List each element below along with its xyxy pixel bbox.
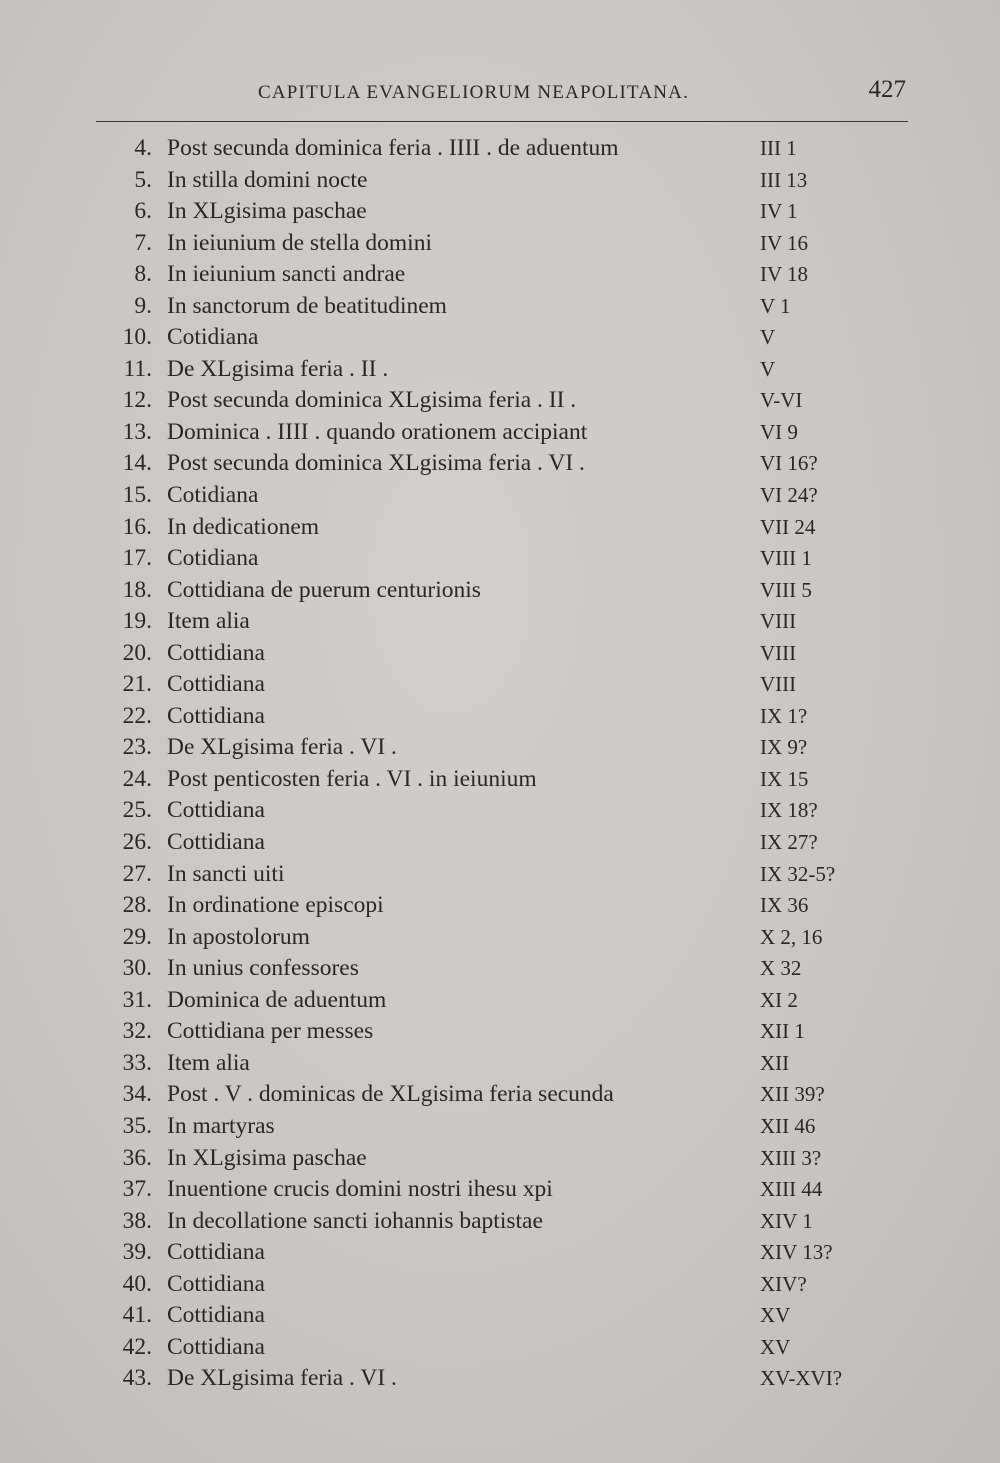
list-item — [0, 827, 1000, 859]
list-item — [0, 133, 1000, 165]
entry-title: Inuentione crucis domini nostri ihesu xpi — [167, 1176, 553, 1203]
entry-title: Item alia — [167, 1049, 250, 1076]
entry-number: 8. — [134, 261, 152, 288]
entry-title: In decollatione sancti iohannis baptistae — [167, 1207, 543, 1234]
entry-reference: IX 18? — [760, 798, 818, 823]
running-title: CAPITULA EVANGELIORUM NEAPOLITANA. — [258, 82, 690, 103]
entry-number: 17. — [122, 545, 152, 572]
list-item — [0, 480, 1000, 512]
entry-reference: XIV? — [760, 1271, 807, 1296]
entry-number: 35. — [122, 1112, 152, 1139]
list-item — [0, 448, 1000, 480]
entry-number: 6. — [134, 198, 152, 225]
entry-number: 12. — [122, 387, 152, 414]
entry-title: In unius confessores — [167, 955, 359, 982]
entry-reference: VIII 5 — [760, 577, 812, 602]
entry-number: 34. — [122, 1081, 152, 1108]
entry-title: In XLgisima paschae — [167, 1144, 367, 1171]
entry-title: In apostolorum — [167, 923, 310, 950]
list-item — [0, 795, 1000, 827]
list-item — [0, 512, 1000, 544]
entry-reference: V — [760, 325, 776, 350]
list-item — [0, 1079, 1000, 1111]
entry-reference: XV — [760, 1303, 791, 1328]
list-item — [0, 1206, 1000, 1238]
list-item — [0, 417, 1000, 449]
entry-title: Cottidiana — [167, 797, 265, 824]
entry-title: Cottidiana — [167, 1333, 265, 1360]
entry-reference: XIII 44 — [760, 1177, 823, 1202]
entry-reference: XIII 3? — [760, 1145, 822, 1170]
entry-title: Cotidiana — [167, 545, 259, 572]
entry-number: 31. — [122, 986, 152, 1013]
entry-title: Cottidiana — [167, 829, 265, 856]
entry-reference: X 2, 16 — [760, 924, 823, 949]
entry-reference: XIV 1 — [760, 1208, 813, 1233]
list-item — [0, 1300, 1000, 1332]
entry-title: In ordinatione episcopi — [167, 892, 384, 919]
list-item — [0, 228, 1000, 260]
entry-number: 23. — [122, 734, 152, 761]
entry-reference: V-VI — [760, 388, 803, 413]
entry-title: Cottidiana per messes — [167, 1018, 374, 1045]
entry-reference: III 1 — [760, 136, 797, 160]
entry-number: 20. — [122, 639, 152, 666]
entry-title: Post secunda dominica XLgisima feria . VI . — [167, 450, 585, 477]
entry-reference: VIII 1 — [760, 546, 812, 571]
entry-reference: IX 9? — [760, 735, 808, 760]
entry-number: 26. — [122, 829, 152, 856]
entry-number: 25. — [122, 797, 152, 824]
list-item — [0, 1111, 1000, 1143]
entry-number: 7. — [134, 229, 152, 256]
entry-reference: XII 46 — [760, 1113, 816, 1138]
list-item — [0, 638, 1000, 670]
list-item — [0, 985, 1000, 1017]
entry-reference: VI 16? — [760, 451, 818, 476]
list-item — [0, 291, 1000, 323]
entry-title: In martyras — [167, 1112, 275, 1139]
entry-number: 41. — [122, 1302, 152, 1329]
list-item — [0, 1363, 1000, 1395]
entry-reference: VI 24? — [760, 483, 818, 508]
entry-reference: IX 32-5? — [760, 861, 836, 886]
entry-number: 22. — [122, 702, 152, 729]
entry-reference: XII 1 — [760, 1019, 805, 1044]
entry-title: Cotidiana — [167, 324, 259, 351]
list-item — [0, 1174, 1000, 1206]
entry-reference: XI 2 — [760, 987, 798, 1012]
entry-number: 36. — [122, 1144, 152, 1171]
entry-number: 27. — [122, 860, 152, 887]
entry-reference: V 1 — [760, 293, 791, 318]
entry-reference: IX 36 — [760, 893, 809, 918]
entry-title: Post . V . dominicas de XLgisima feria secunda — [167, 1081, 614, 1108]
entry-title: In sanctorum de beatitudinem — [167, 292, 447, 319]
entry-number: 9. — [134, 292, 152, 319]
entry-title: Post penticosten feria . VI . in ieiunium — [167, 765, 537, 792]
entry-title: Cottidiana — [167, 1302, 265, 1329]
entry-reference: V — [760, 356, 776, 381]
entry-title: In dedicationem — [167, 513, 320, 540]
entry-title: Cottidiana — [167, 1270, 265, 1297]
entry-reference: XV — [760, 1334, 791, 1359]
list-item — [0, 259, 1000, 291]
list-item — [0, 890, 1000, 922]
entry-reference: IV 16 — [760, 230, 809, 255]
entry-title: De XLgisima feria . VI . — [167, 1365, 397, 1392]
page-header — [96, 76, 908, 120]
entry-number: 4. — [134, 135, 152, 161]
list-item — [0, 1237, 1000, 1269]
entry-title: Post secunda dominica feria . IIII . de aduentum — [167, 135, 619, 161]
entry-number: 19. — [122, 608, 152, 635]
list-item — [0, 1016, 1000, 1048]
list-item — [0, 1269, 1000, 1301]
entry-title: Dominica de aduentum — [167, 986, 387, 1013]
entry-number: 24. — [122, 765, 152, 792]
entry-number: 11. — [123, 355, 152, 382]
entry-number: 30. — [122, 955, 152, 982]
entry-number: 16. — [122, 513, 152, 540]
entry-title: Cottidiana — [167, 1239, 265, 1266]
entry-title: In XLgisima paschae — [167, 198, 367, 225]
list-item — [0, 669, 1000, 701]
entry-number: 43. — [122, 1365, 152, 1392]
list-item — [0, 1332, 1000, 1364]
entry-reference: VII 24 — [760, 514, 816, 539]
list-item — [0, 1048, 1000, 1080]
entry-reference: VIII — [760, 640, 797, 665]
entry-number: 29. — [122, 923, 152, 950]
entry-title: Cottidiana de puerum centurionis — [167, 576, 481, 603]
entry-title: Cottidiana — [167, 702, 265, 729]
entry-title: Dominica . IIII . quando orationem accipiant — [167, 418, 588, 445]
entry-number: 18. — [122, 576, 152, 603]
entry-number: 28. — [122, 892, 152, 919]
entry-number: 10. — [122, 324, 152, 351]
list-item — [0, 385, 1000, 417]
entry-number: 37. — [122, 1176, 152, 1203]
list-item — [0, 165, 1000, 197]
list-item — [0, 543, 1000, 575]
entry-number: 15. — [122, 482, 152, 509]
entry-reference: IV 18 — [760, 262, 809, 287]
entry-reference: IV 1 — [760, 199, 798, 224]
entry-number: 39. — [122, 1239, 152, 1266]
entry-title: In stilla domini nocte — [167, 166, 368, 193]
entry-number: 13. — [122, 418, 152, 445]
list-item — [0, 354, 1000, 386]
entry-number: 14. — [122, 450, 152, 477]
entry-reference: XIV 13? — [760, 1240, 833, 1265]
entry-reference: IX 27? — [760, 830, 818, 855]
list-item — [0, 575, 1000, 607]
entry-reference: X 32 — [760, 956, 802, 981]
list-item — [0, 701, 1000, 733]
entry-title: In sancti uiti — [167, 860, 285, 887]
entry-title: Cottidiana — [167, 639, 265, 666]
entry-reference: III 13 — [760, 167, 808, 192]
entry-reference: IX 15 — [760, 766, 809, 791]
entry-reference: XII — [760, 1050, 790, 1075]
entry-reference: VI 9 — [760, 419, 798, 444]
entry-title: In ieiunium de stella domini — [167, 229, 432, 256]
entry-title: In ieiunium sancti andrae — [167, 261, 406, 288]
capitula-list — [0, 133, 1000, 1395]
entry-title: Post secunda dominica XLgisima feria . II . — [167, 387, 577, 414]
entry-title: De XLgisima feria . VI . — [167, 734, 397, 761]
list-item — [0, 764, 1000, 796]
list-item — [0, 196, 1000, 228]
entry-title: Item alia — [167, 608, 250, 635]
page-number: 427 — [868, 76, 906, 103]
list-item — [0, 732, 1000, 764]
entry-title: Cotidiana — [167, 482, 259, 509]
entry-reference: IX 1? — [760, 703, 808, 728]
list-item — [0, 859, 1000, 891]
list-item — [0, 922, 1000, 954]
header-rule — [96, 121, 908, 122]
entry-number: 5. — [134, 166, 152, 193]
entry-reference: VIII — [760, 609, 797, 634]
entry-number: 40. — [122, 1270, 152, 1297]
entry-number: 32. — [122, 1018, 152, 1045]
entry-number: 33. — [122, 1049, 152, 1076]
entry-title: De XLgisima feria . II . — [167, 355, 389, 382]
entry-reference: VIII — [760, 672, 797, 697]
entry-number: 21. — [122, 671, 152, 698]
list-item — [0, 322, 1000, 354]
entry-title: Cottidiana — [167, 671, 265, 698]
list-item — [0, 953, 1000, 985]
entry-number: 42. — [122, 1333, 152, 1360]
entry-reference: XV-XVI? — [760, 1366, 843, 1391]
entry-number: 38. — [122, 1207, 152, 1234]
entry-reference: XII 39? — [760, 1082, 825, 1107]
list-item — [0, 1143, 1000, 1175]
list-item — [0, 606, 1000, 638]
